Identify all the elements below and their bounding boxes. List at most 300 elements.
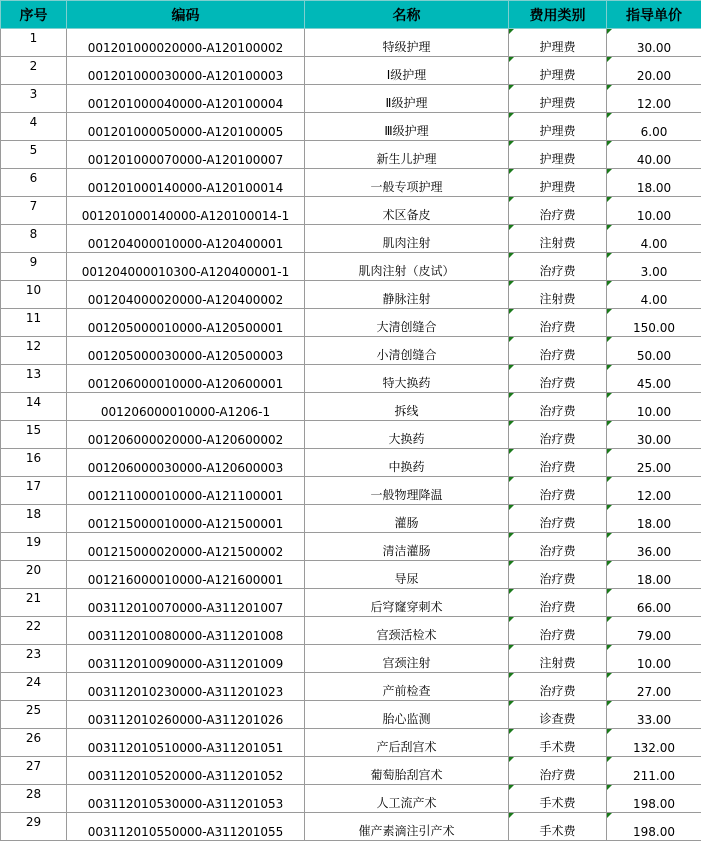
- row-code-text: 001204000010000-A120400001: [88, 237, 284, 251]
- cell-marker-icon: [607, 589, 612, 594]
- cell-marker-icon: [509, 113, 514, 118]
- row-name-text: 产前检查: [382, 684, 430, 698]
- row-name[interactable]: [305, 113, 509, 141]
- row-name-text: 后穹窿穿刺术: [370, 600, 442, 614]
- cell-marker-icon: [509, 393, 514, 398]
- row-name-text: 拆线: [394, 404, 418, 418]
- row-category[interactable]: [509, 813, 607, 841]
- row-index[interactable]: [1, 85, 67, 113]
- cell-marker-icon: [509, 337, 514, 342]
- cell-marker-icon: [607, 505, 612, 510]
- row-index[interactable]: [1, 253, 67, 281]
- row-name-text: 特级护理: [382, 40, 430, 54]
- row-name[interactable]: [305, 729, 509, 757]
- row-code-text: 003112010080000-A311201008: [88, 629, 284, 643]
- row-name[interactable]: [305, 57, 509, 85]
- cell-marker-icon: [509, 645, 514, 650]
- row-name[interactable]: [305, 645, 509, 673]
- row-code-text: 001205000010000-A120500001: [88, 321, 284, 335]
- row-index-text: 10: [26, 283, 41, 297]
- row-index-text: 20: [26, 563, 41, 577]
- row-code[interactable]: [67, 645, 305, 673]
- row-category[interactable]: [509, 141, 607, 169]
- row-category[interactable]: [509, 645, 607, 673]
- row-name[interactable]: [305, 253, 509, 281]
- row-category[interactable]: [509, 505, 607, 533]
- row-category[interactable]: [509, 477, 607, 505]
- table-row: [1, 141, 701, 169]
- row-code[interactable]: [67, 225, 305, 253]
- cell-marker-icon: [607, 785, 612, 790]
- row-code-text: 003112010070000-A311201007: [88, 601, 284, 615]
- row-price[interactable]: [607, 169, 701, 197]
- cell-marker-icon: [607, 85, 612, 90]
- row-category-text: 治疗费: [539, 684, 575, 698]
- row-price[interactable]: [607, 701, 701, 729]
- cell-marker-icon: [509, 421, 514, 426]
- row-code[interactable]: [67, 57, 305, 85]
- row-price[interactable]: [607, 645, 701, 673]
- table-row: [1, 253, 701, 281]
- row-index[interactable]: [1, 225, 67, 253]
- row-price[interactable]: [607, 589, 701, 617]
- cell-marker-icon: [607, 113, 612, 118]
- row-category-text: 护理费: [539, 96, 575, 110]
- row-category-text: 护理费: [539, 180, 575, 194]
- row-category[interactable]: [509, 757, 607, 785]
- row-index-text: 19: [26, 535, 41, 549]
- row-price[interactable]: [607, 813, 701, 841]
- row-category-text: 治疗费: [539, 488, 575, 502]
- table-row: [1, 337, 701, 365]
- row-index[interactable]: [1, 673, 67, 701]
- row-code[interactable]: [67, 393, 305, 421]
- row-name-text: Ⅰ级护理: [387, 68, 427, 82]
- row-name[interactable]: [305, 29, 509, 57]
- row-index-text: 6: [30, 171, 38, 185]
- row-price[interactable]: [607, 673, 701, 701]
- row-index[interactable]: [1, 57, 67, 85]
- row-name[interactable]: [305, 365, 509, 393]
- row-code[interactable]: [67, 29, 305, 57]
- row-code-text: 003112010510000-A311201051: [88, 741, 284, 755]
- row-price-text: 150.00: [633, 321, 675, 335]
- row-code[interactable]: [67, 309, 305, 337]
- row-code-text: 001201000140000-A120100014: [88, 181, 284, 195]
- row-code[interactable]: [67, 141, 305, 169]
- table-row: [1, 57, 701, 85]
- row-category[interactable]: [509, 785, 607, 813]
- row-name-text: 一般专项护理: [370, 180, 442, 194]
- row-name[interactable]: [305, 337, 509, 365]
- row-name[interactable]: [305, 785, 509, 813]
- row-price[interactable]: [607, 533, 701, 561]
- row-code[interactable]: [67, 449, 305, 477]
- row-index[interactable]: [1, 309, 67, 337]
- row-code[interactable]: [67, 617, 305, 645]
- row-name[interactable]: [305, 561, 509, 589]
- row-name[interactable]: [305, 309, 509, 337]
- cell-marker-icon: [607, 729, 612, 734]
- row-name[interactable]: [305, 197, 509, 225]
- row-price-text: 4.00: [641, 293, 668, 307]
- row-name[interactable]: [305, 673, 509, 701]
- row-price-text: 18.00: [637, 573, 671, 587]
- row-code-text: 001201000050000-A120100005: [88, 125, 284, 139]
- row-index[interactable]: [1, 449, 67, 477]
- cell-marker-icon: [509, 309, 514, 314]
- row-name[interactable]: [305, 533, 509, 561]
- cell-marker-icon: [509, 85, 514, 90]
- row-index[interactable]: [1, 589, 67, 617]
- cell-marker-icon: [509, 449, 514, 454]
- row-price[interactable]: [607, 757, 701, 785]
- row-code[interactable]: [67, 505, 305, 533]
- cell-marker-icon: [509, 169, 514, 174]
- table-row: [1, 29, 701, 57]
- row-code[interactable]: [67, 85, 305, 113]
- row-name[interactable]: [305, 393, 509, 421]
- row-index-text: 22: [26, 619, 41, 633]
- row-index[interactable]: [1, 813, 67, 841]
- row-category[interactable]: [509, 617, 607, 645]
- row-code[interactable]: [67, 561, 305, 589]
- row-code[interactable]: [67, 197, 305, 225]
- row-index[interactable]: [1, 169, 67, 197]
- row-price-text: 12.00: [637, 97, 671, 111]
- row-index[interactable]: [1, 729, 67, 757]
- row-code-text: 003112010520000-A311201052: [88, 769, 284, 783]
- row-category[interactable]: [509, 589, 607, 617]
- table-row: [1, 113, 701, 141]
- row-index[interactable]: [1, 365, 67, 393]
- row-name-text: 催产素滴注引产术: [358, 824, 454, 838]
- row-category-text: 注射费: [539, 292, 575, 306]
- table-row: [1, 225, 701, 253]
- row-category[interactable]: [509, 197, 607, 225]
- row-code-text: 003112010550000-A311201055: [88, 825, 284, 839]
- row-category[interactable]: [509, 85, 607, 113]
- row-code[interactable]: [67, 785, 305, 813]
- row-price[interactable]: [607, 477, 701, 505]
- row-code[interactable]: [67, 589, 305, 617]
- cell-marker-icon: [607, 225, 612, 230]
- row-category[interactable]: [509, 57, 607, 85]
- cell-marker-icon: [607, 141, 612, 146]
- row-category-text: 治疗费: [539, 264, 575, 278]
- row-price-text: 4.00: [641, 237, 668, 251]
- row-category[interactable]: [509, 701, 607, 729]
- header-code[interactable]: 编码: [67, 1, 305, 29]
- row-name[interactable]: [305, 225, 509, 253]
- row-price[interactable]: [607, 29, 701, 57]
- cell-marker-icon: [607, 57, 612, 62]
- row-category-text: 护理费: [539, 68, 575, 82]
- row-category[interactable]: [509, 253, 607, 281]
- cell-marker-icon: [509, 225, 514, 230]
- cell-marker-icon: [607, 561, 612, 566]
- row-index-text: 5: [30, 143, 38, 157]
- row-price[interactable]: [607, 337, 701, 365]
- table-row: [1, 477, 701, 505]
- row-price[interactable]: [607, 197, 701, 225]
- row-index[interactable]: [1, 113, 67, 141]
- row-index-text: 28: [26, 787, 41, 801]
- row-category-text: 治疗费: [539, 600, 575, 614]
- row-index[interactable]: [1, 141, 67, 169]
- row-code[interactable]: [67, 673, 305, 701]
- cell-marker-icon: [509, 253, 514, 258]
- row-name[interactable]: [305, 701, 509, 729]
- row-code-text: 001211000010000-A121100001: [88, 489, 284, 503]
- row-category[interactable]: [509, 449, 607, 477]
- row-name[interactable]: [305, 757, 509, 785]
- row-name[interactable]: [305, 281, 509, 309]
- row-price-text: 27.00: [637, 685, 671, 699]
- cell-marker-icon: [509, 729, 514, 734]
- row-price[interactable]: [607, 393, 701, 421]
- row-index[interactable]: [1, 337, 67, 365]
- row-price-text: 36.00: [637, 545, 671, 559]
- row-code[interactable]: [67, 813, 305, 841]
- row-code[interactable]: [67, 113, 305, 141]
- row-name-text: 宫颈注射: [382, 656, 430, 670]
- row-index-text: 21: [26, 591, 41, 605]
- row-price[interactable]: [607, 449, 701, 477]
- row-index[interactable]: [1, 785, 67, 813]
- row-price-text: 198.00: [633, 825, 675, 839]
- cell-marker-icon: [509, 505, 514, 510]
- row-price[interactable]: [607, 281, 701, 309]
- cell-marker-icon: [509, 785, 514, 790]
- row-name[interactable]: [305, 505, 509, 533]
- row-price[interactable]: [607, 57, 701, 85]
- cell-marker-icon: [509, 757, 514, 762]
- row-name-text: 灌肠: [394, 516, 418, 530]
- row-name[interactable]: [305, 589, 509, 617]
- cell-marker-icon: [607, 757, 612, 762]
- row-index-text: 9: [30, 255, 38, 269]
- row-price-text: 211.00: [633, 769, 675, 783]
- row-price[interactable]: [607, 365, 701, 393]
- row-index-text: 2: [30, 59, 38, 73]
- row-category[interactable]: [509, 225, 607, 253]
- row-category[interactable]: [509, 673, 607, 701]
- row-index-text: 18: [26, 507, 41, 521]
- row-price[interactable]: [607, 85, 701, 113]
- row-name-text: 小清创缝合: [376, 348, 436, 362]
- row-category-text: 治疗费: [539, 376, 575, 390]
- cell-marker-icon: [607, 337, 612, 342]
- cell-marker-icon: [509, 673, 514, 678]
- table-row: [1, 421, 701, 449]
- row-code-text: 003112010260000-A311201026: [88, 713, 284, 727]
- row-category-text: 手术费: [539, 796, 575, 810]
- row-price[interactable]: [607, 309, 701, 337]
- cell-marker-icon: [509, 617, 514, 622]
- row-category[interactable]: [509, 533, 607, 561]
- cell-marker-icon: [607, 309, 612, 314]
- row-code[interactable]: [67, 421, 305, 449]
- row-price-text: 18.00: [637, 517, 671, 531]
- row-code-text: 001201000030000-A120100003: [88, 69, 284, 83]
- row-category[interactable]: [509, 337, 607, 365]
- table-row: [1, 197, 701, 225]
- row-index[interactable]: [1, 617, 67, 645]
- header-name[interactable]: 名称: [305, 1, 509, 29]
- row-price-text: 40.00: [637, 153, 671, 167]
- row-name[interactable]: [305, 617, 509, 645]
- row-code[interactable]: [67, 533, 305, 561]
- row-category[interactable]: [509, 281, 607, 309]
- row-category-text: 治疗费: [539, 516, 575, 530]
- row-name[interactable]: [305, 169, 509, 197]
- table-row: [1, 393, 701, 421]
- row-index[interactable]: [1, 477, 67, 505]
- row-category[interactable]: [509, 561, 607, 589]
- table-row: [1, 785, 701, 813]
- row-code[interactable]: [67, 757, 305, 785]
- cell-marker-icon: [607, 449, 612, 454]
- row-price-text: 25.00: [637, 461, 671, 475]
- row-name-text: 肌肉注射（皮试）: [358, 264, 454, 278]
- row-index-text: 23: [26, 647, 41, 661]
- row-index-text: 4: [30, 115, 38, 129]
- row-price-text: 12.00: [637, 489, 671, 503]
- row-code[interactable]: [67, 169, 305, 197]
- table-row: [1, 281, 701, 309]
- row-code-text: 001204000010300-A120400001-1: [82, 265, 289, 279]
- row-price[interactable]: [607, 141, 701, 169]
- row-price[interactable]: [607, 561, 701, 589]
- row-name[interactable]: [305, 449, 509, 477]
- row-code-text: 001215000010000-A121500001: [88, 517, 284, 531]
- row-index[interactable]: [1, 281, 67, 309]
- row-code[interactable]: [67, 477, 305, 505]
- row-code-text: 001206000010000-A1206-1: [101, 405, 270, 419]
- table-row: [1, 309, 701, 337]
- row-category[interactable]: [509, 729, 607, 757]
- row-name[interactable]: [305, 85, 509, 113]
- row-code[interactable]: [67, 337, 305, 365]
- row-price-text: 66.00: [637, 601, 671, 615]
- row-index-text: 14: [26, 395, 41, 409]
- row-price-text: 30.00: [637, 41, 671, 55]
- cell-marker-icon: [607, 477, 612, 482]
- cell-marker-icon: [607, 533, 612, 538]
- row-index[interactable]: [1, 645, 67, 673]
- row-price[interactable]: [607, 729, 701, 757]
- row-price[interactable]: [607, 505, 701, 533]
- row-name[interactable]: [305, 421, 509, 449]
- row-price[interactable]: [607, 617, 701, 645]
- table-row: [1, 533, 701, 561]
- row-index[interactable]: [1, 393, 67, 421]
- row-name-text: Ⅲ级护理: [384, 124, 428, 138]
- row-code-text: 001201000020000-A120100002: [88, 41, 284, 55]
- row-category-text: 治疗费: [539, 544, 575, 558]
- row-index[interactable]: [1, 505, 67, 533]
- row-name-text: 导尿: [394, 572, 418, 586]
- row-index-text: 7: [30, 199, 38, 213]
- row-index[interactable]: [1, 701, 67, 729]
- row-category-text: 治疗费: [539, 460, 575, 474]
- row-price[interactable]: [607, 421, 701, 449]
- row-index[interactable]: [1, 29, 67, 57]
- row-category[interactable]: [509, 365, 607, 393]
- row-code[interactable]: [67, 701, 305, 729]
- cell-marker-icon: [509, 561, 514, 566]
- row-index[interactable]: [1, 533, 67, 561]
- row-code[interactable]: [67, 253, 305, 281]
- row-code[interactable]: [67, 281, 305, 309]
- row-index[interactable]: [1, 421, 67, 449]
- cell-marker-icon: [607, 421, 612, 426]
- row-code-text: 001205000030000-A120500003: [88, 349, 284, 363]
- header-index[interactable]: 序号: [1, 1, 67, 29]
- cell-marker-icon: [607, 813, 612, 818]
- row-name[interactable]: [305, 141, 509, 169]
- row-name[interactable]: [305, 813, 509, 841]
- row-category[interactable]: [509, 309, 607, 337]
- cell-marker-icon: [509, 701, 514, 706]
- row-index-text: 16: [26, 451, 41, 465]
- row-index-text: 12: [26, 339, 41, 353]
- row-name-text: 葡萄胎刮宫术: [370, 768, 442, 782]
- row-category-text: 治疗费: [539, 348, 575, 362]
- row-price[interactable]: [607, 225, 701, 253]
- row-code[interactable]: [67, 729, 305, 757]
- table-row: [1, 505, 701, 533]
- row-name-text: 新生儿护理: [376, 152, 436, 166]
- row-price-text: 6.00: [641, 125, 668, 139]
- row-price-text: 30.00: [637, 433, 671, 447]
- row-index-text: 26: [26, 731, 41, 745]
- row-code-text: 001204000020000-A120400002: [88, 293, 284, 307]
- header-row: [1, 1, 701, 29]
- row-category[interactable]: [509, 29, 607, 57]
- cell-marker-icon: [607, 169, 612, 174]
- row-index-text: 15: [26, 423, 41, 437]
- row-index[interactable]: [1, 197, 67, 225]
- row-price[interactable]: [607, 253, 701, 281]
- header-category[interactable]: 费用类别: [509, 1, 607, 29]
- cell-marker-icon: [509, 197, 514, 202]
- header-price[interactable]: 指导单价: [607, 1, 701, 29]
- row-category[interactable]: [509, 393, 607, 421]
- row-index[interactable]: [1, 561, 67, 589]
- cell-marker-icon: [607, 645, 612, 650]
- row-category[interactable]: [509, 113, 607, 141]
- row-name-text: 宫颈活检术: [376, 628, 436, 642]
- row-name-text: 特大换药: [382, 376, 430, 390]
- row-category-text: 治疗费: [539, 768, 575, 782]
- row-price[interactable]: [607, 113, 701, 141]
- row-index[interactable]: [1, 757, 67, 785]
- row-name[interactable]: [305, 477, 509, 505]
- row-code[interactable]: [67, 365, 305, 393]
- row-category-text: 注射费: [539, 656, 575, 670]
- row-price-text: 10.00: [637, 657, 671, 671]
- table-row: [1, 85, 701, 113]
- row-category[interactable]: [509, 421, 607, 449]
- row-category-text: 护理费: [539, 40, 575, 54]
- row-category[interactable]: [509, 169, 607, 197]
- cell-marker-icon: [607, 673, 612, 678]
- row-price-text: 50.00: [637, 349, 671, 363]
- row-price[interactable]: [607, 785, 701, 813]
- row-name-text: 大清创缝合: [376, 320, 436, 334]
